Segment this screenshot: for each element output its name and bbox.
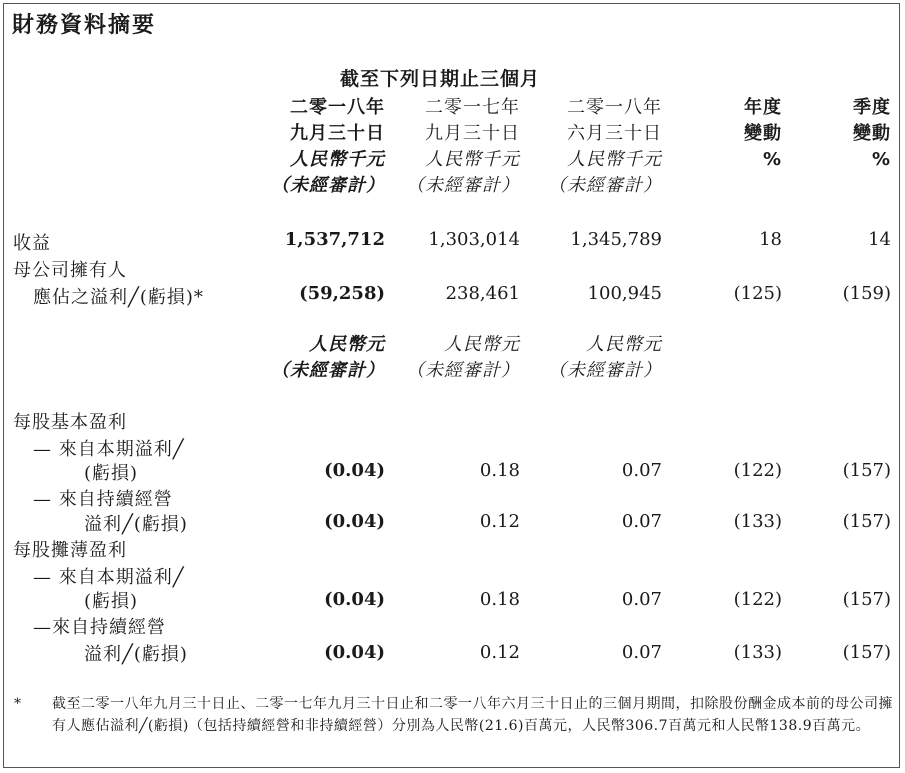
diluted-r1-yoy: (122) (733, 589, 782, 610)
column-header-2018-jun: 二零一八年 六月三十日 人民幣千元 （未經審計） (548, 97, 662, 196)
basic-r1-label1: — 來自本期溢利╱ (33, 439, 185, 460)
diluted-r1-label1: — 來自本期溢利╱ (33, 567, 185, 588)
basic-r2-2018-jun: 0.07 (621, 511, 662, 532)
basic-r2-qoq: (157) (842, 511, 891, 532)
basic-r1-yoy: (122) (733, 460, 782, 481)
revenue-2017-sep: 1,303,014 (428, 229, 520, 250)
diluted-r1-2017-sep: 0.18 (479, 589, 520, 610)
diluted-eps-heading: 每股攤薄盈利 (13, 540, 127, 561)
column-header-qoq: 季度 變動 % (853, 97, 891, 170)
diluted-r1-2018-sep: (0.04) (324, 589, 385, 610)
period-header: 截至下列日期止三個月 (340, 68, 541, 90)
basic-r1-2018-jun: 0.07 (621, 460, 662, 481)
profit-2018-sep: (59,258) (299, 283, 385, 304)
diluted-r1-2018-jun: 0.07 (621, 589, 662, 610)
basic-r2-label2: 溢利╱(虧損) (84, 514, 188, 535)
diluted-r2-label1: —來自持續經營 (33, 617, 166, 638)
revenue-2018-sep: 1,537,712 (284, 229, 385, 250)
subheader-2018-jun: 人民幣元 （未經審計） (548, 334, 662, 381)
footnote-text: 截至二零一八年九月三十日止、二零一七年九月三十日止和二零一八年六月三十日止的三個月期間，扣除股份酬金成本前的母公司擁有人應佔溢利╱(虧損)（包括持續經營和非持續經營）分別為人民幣(21.6)百萬元，人民幣306.7百萬元和人民幣138.9百萬元。 (52, 696, 893, 734)
basic-r2-2018-sep: (0.04) (324, 511, 385, 532)
page-title: 財務資料摘要 (12, 13, 157, 38)
basic-r2-yoy: (133) (733, 511, 782, 532)
basic-r1-label2: (虧損) (84, 463, 139, 484)
revenue-qoq: 14 (868, 229, 891, 250)
basic-r2-label1: — 來自持續經營 (33, 489, 173, 510)
subheader-2018-sep: 人民幣元 （未經審計） (271, 334, 385, 381)
row-label-profit-line1: 母公司擁有人 (13, 260, 127, 281)
basic-r1-2018-sep: (0.04) (324, 460, 385, 481)
profit-yoy: (125) (733, 283, 782, 304)
subheader-2017-sep: 人民幣元 （未經審計） (406, 334, 520, 381)
row-label-revenue: 收益 (13, 233, 51, 254)
column-header-2017-sep: 二零一七年 九月三十日 人民幣千元 （未經審計） (406, 97, 520, 196)
revenue-2018-jun: 1,345,789 (570, 229, 662, 250)
footnote-mark: * (14, 696, 21, 712)
diluted-r2-2017-sep: 0.12 (479, 642, 520, 663)
diluted-r2-2018-sep: (0.04) (324, 642, 385, 663)
row-label-profit-line2: 應佔之溢利╱(虧損)* (33, 287, 204, 308)
diluted-r1-label2: (虧損) (84, 591, 139, 612)
diluted-r2-yoy: (133) (733, 642, 782, 663)
profit-2017-sep: 238,461 (445, 283, 520, 304)
column-header-yoy: 年度 變動 % (744, 97, 782, 170)
basic-r1-qoq: (157) (842, 460, 891, 481)
profit-2018-jun: 100,945 (587, 283, 662, 304)
basic-eps-heading: 每股基本盈利 (13, 412, 127, 433)
basic-r1-2017-sep: 0.18 (479, 460, 520, 481)
diluted-r2-qoq: (157) (842, 642, 891, 663)
diluted-r2-2018-jun: 0.07 (621, 642, 662, 663)
basic-r2-2017-sep: 0.12 (479, 511, 520, 532)
footnote (14, 693, 894, 737)
column-header-2018-sep: 二零一八年 九月三十日 人民幣千元 （未經審計） (271, 97, 385, 196)
profit-qoq: (159) (842, 283, 891, 304)
revenue-yoy: 18 (759, 229, 782, 250)
diluted-r1-qoq: (157) (842, 589, 891, 610)
diluted-r2-label2: 溢利╱(虧損) (84, 644, 188, 665)
